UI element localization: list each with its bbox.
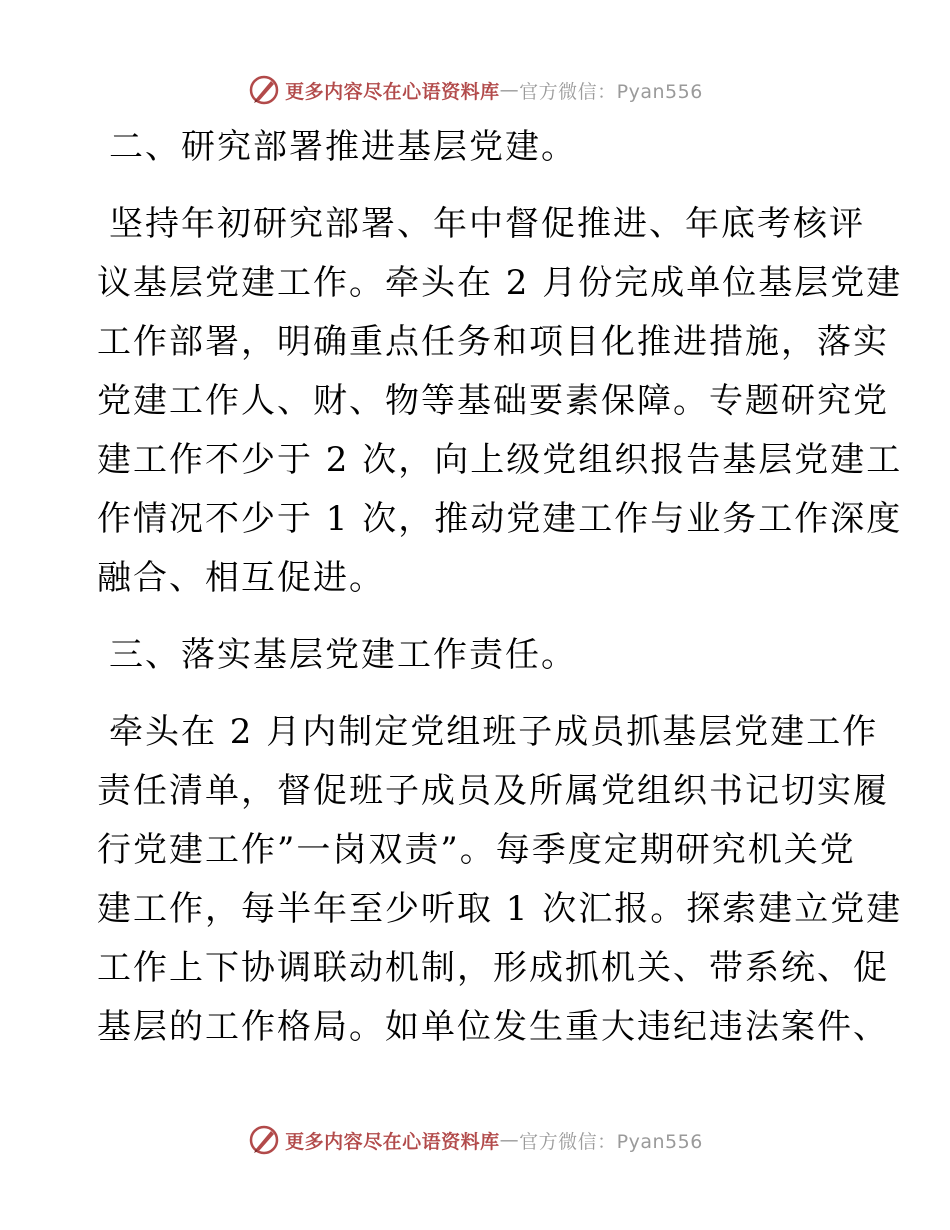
section-3-paragraph <box>97 703 903 1057</box>
quill-pen-logo-icon <box>247 1123 281 1157</box>
paragraph-line: 作情况不少于 1 次，推动党建工作与业务工作深度 <box>97 499 903 539</box>
paragraph-line: 党建工作人、财、物等基础要素保障。专题研究党 <box>97 381 889 421</box>
paragraph-line: 牵头在 2 月内制定党组班子成员抓基层党建工作 <box>109 712 879 752</box>
watermark-separator: — <box>499 79 520 101</box>
watermark-separator: — <box>499 1129 520 1151</box>
paragraph-line: 工作部署，明确重点任务和项目化推进措施，落实 <box>97 322 889 362</box>
paragraph-line: 建工作不少于 2 次，向上级党组织报告基层党建工 <box>97 440 903 480</box>
paragraph-line: 建工作，每半年至少听取 1 次汇报。探索建立党建 <box>97 889 903 929</box>
paragraph-line: 坚持年初研究部署、年中督促推进、年底考核评 <box>109 204 865 244</box>
paragraph-line: 工作上下协调联动机制，形成抓机关、带系统、促 <box>97 948 889 988</box>
paragraph-line: 行党建工作”一岗双责”。每季度定期研究机关党 <box>97 830 856 870</box>
quill-pen-logo-icon <box>247 73 281 107</box>
header-watermark <box>0 70 950 110</box>
paragraph-line: 融合、相互促进。 <box>97 558 385 598</box>
section-2-heading: 二、研究部署推进基层党建。 <box>109 127 577 167</box>
footer-watermark <box>0 1120 950 1160</box>
watermark-contact-text: 官方微信：Pyan556 <box>519 1130 703 1153</box>
section-2-paragraph <box>97 195 903 608</box>
watermark-contact-text: 官方微信：Pyan556 <box>519 80 703 103</box>
paragraph-line: 议基层党建工作。牵头在 2 月份完成单位基层党建 <box>97 263 903 303</box>
watermark-brand-text: 更多内容尽在心语资料库 <box>285 1130 500 1153</box>
watermark-brand-text: 更多内容尽在心语资料库 <box>285 80 500 103</box>
section-3-heading: 三、落实基层党建工作责任。 <box>109 635 577 675</box>
paragraph-line: 责任清单，督促班子成员及所属党组织书记切实履 <box>97 771 889 811</box>
document-body <box>97 118 903 1057</box>
paragraph-line: 基层的工作格局。如单位发生重大违纪违法案件、 <box>97 1007 889 1047</box>
